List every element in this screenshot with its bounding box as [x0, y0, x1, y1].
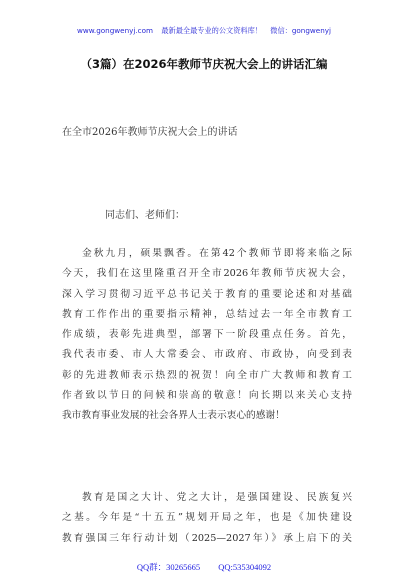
paragraph-line: 作者致以节日的问候和崇高的敬意！向长期以来关心支持	[62, 390, 352, 402]
paragraph-line: 我代表市委、市人大常委会、市政府、市政协，向受到表	[62, 349, 352, 361]
paragraph-2	[62, 488, 352, 549]
speech-title: 在全市2026年教师节庆祝大会上的讲话	[62, 127, 238, 138]
header-slogan: 最新最全最专业的公文资料库！	[161, 26, 262, 35]
paragraph-line: 彰的先进教师表示热烈的祝贺！向全市广大教师和教育工	[62, 369, 352, 381]
paragraph-1	[62, 244, 352, 427]
paragraph-line: 教育工作作出的重要指示精神，总结过去一年全市教育工	[62, 308, 352, 320]
header-website[interactable]: www.gongwenyj.com	[76, 26, 154, 35]
salutation: 同志们、老师们：	[105, 210, 185, 221]
document-title: （3篇）在2026年教师节庆祝大会上的讲话汇编	[80, 57, 328, 71]
paragraph-line: 教育是国之大计、党之大计，是强国建设、民族复兴	[82, 492, 352, 503]
paragraph-line: 深入学习贯彻习近平总书记关于教育的重要论述和对基础	[62, 288, 352, 300]
footer-qq: QQ:535304092	[218, 562, 272, 572]
header-banner	[0, 26, 408, 36]
paragraph-line: 今天，我们在这里隆重召开全市2026年教师节庆祝大会，	[62, 268, 352, 280]
header-wechat: 微信：gongwenyj	[270, 26, 332, 35]
paragraph-line: 我市教育事业发展的社会各界人士表示衷心的感谢！	[62, 410, 285, 422]
footer-contact	[0, 561, 408, 573]
paragraph-line: 教育强国三年行动计划（2025—2027年）》承上启下的关	[62, 532, 352, 544]
footer-qq-group: QQ群：30265665	[136, 562, 201, 572]
paragraph-line: 之基。今年是“十五五”规划开局之年，也是《加快建设	[62, 512, 352, 524]
paragraph-line: 金秋九月，硕果飘香。在第42个教师节即将来临之际	[82, 248, 352, 259]
paragraph-line: 作成绩，表彰先进典型，部署下一阶段重点任务。首先，	[62, 329, 352, 341]
